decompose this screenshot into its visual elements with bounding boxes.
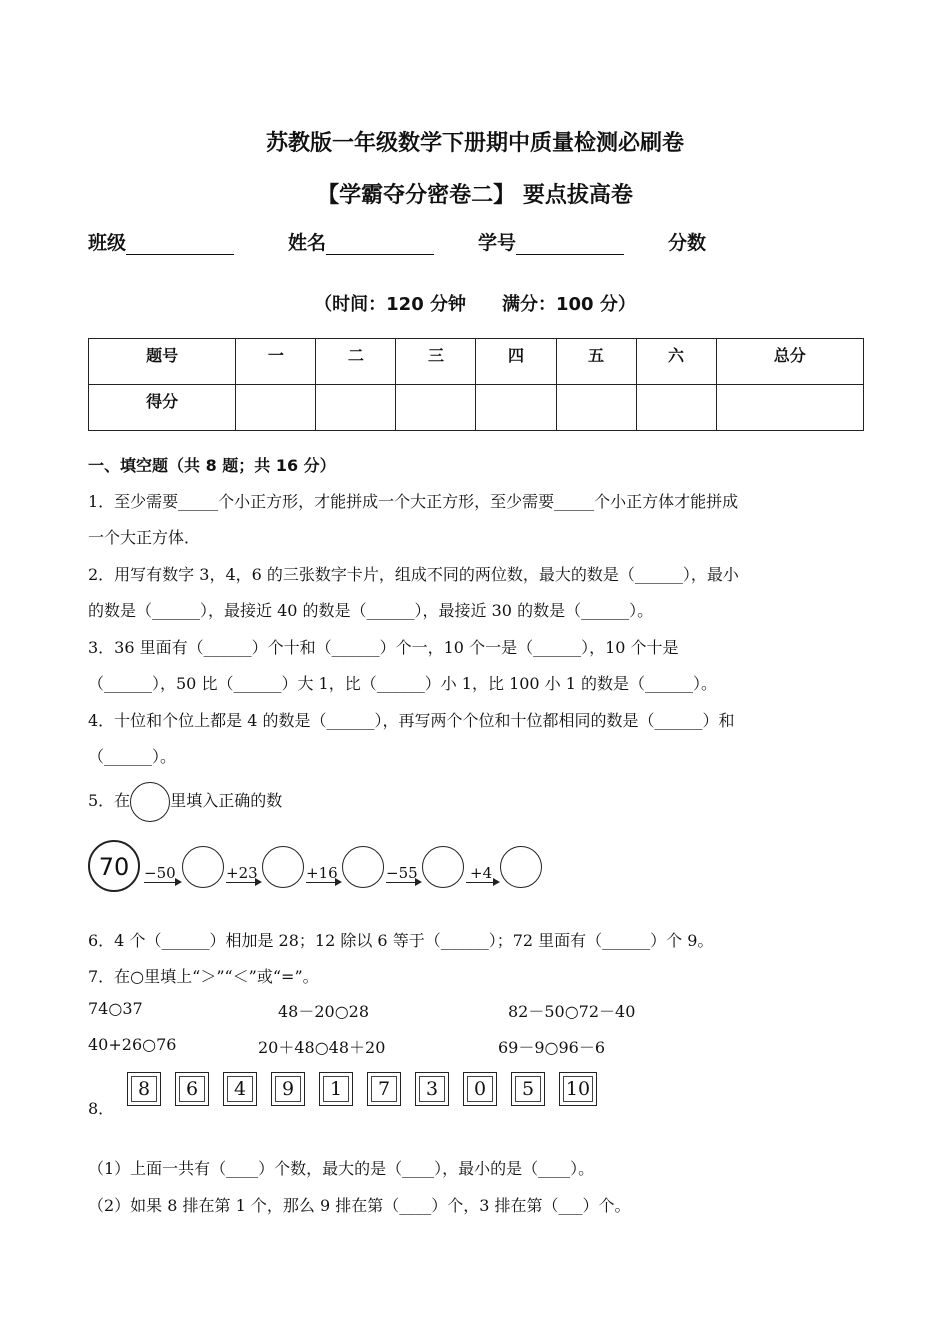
compare-item: 69－9○96－6 [498,1038,606,1057]
number-card: 1 [319,1072,353,1106]
score-cell[interactable] [316,385,396,431]
chain-op: +16 [306,864,338,882]
compare-item: 48－20○28 [278,1002,370,1021]
score-cell[interactable] [476,385,556,431]
number-card: 4 [223,1072,257,1106]
circle-icon [130,782,170,822]
table-header-cell: 题号 [89,339,236,385]
table-header-cell: 五 [556,339,636,385]
number-card: 10 [559,1072,597,1106]
question-4-line-2: （______）。 [88,747,177,766]
number-card: 5 [511,1072,545,1106]
score-table [88,338,864,431]
score-cell[interactable] [556,385,636,431]
question-3-line-1: 3．36 里面有（______）个十和（______）个一，10 个一是（______），10 个十是 [88,638,679,657]
question-7: 7．在○里填上“＞”“＜”或“=”。 [88,967,319,986]
arrow-right-icon [306,882,340,883]
number-card: 9 [271,1072,305,1106]
table-header-cell: 二 [316,339,396,385]
field-student-id: 学号 [478,228,624,255]
table-row [89,339,864,385]
chain-answer-circle[interactable] [182,846,224,888]
question-1-line-2: 一个大正方体． [88,528,201,547]
question-8: 8． [88,1099,115,1118]
compare-item: 20＋48○48＋20 [258,1038,386,1057]
compare-item: 74○37 [88,999,143,1018]
number-card: 0 [463,1072,497,1106]
table-row-label: 得分 [89,385,236,431]
field-class: 班级 [88,228,234,255]
chain-op: +23 [226,864,258,882]
chain-answer-circle[interactable] [262,846,304,888]
time-info: （时间：120 分钟 满分：100 分） [314,294,636,315]
page-title: 苏教版一年级数学下册期中质量检测必刷卷 [265,131,684,156]
page-subtitle: 【学霸夺分密卷二】 要点拔高卷 [317,183,633,208]
question-3-line-2: （______），50 比（______）大 1，比（______）小 1，比 100 小 1 的数是（______）。 [88,674,718,693]
number-card: 8 [127,1072,161,1106]
chain-op: −50 [144,864,176,882]
number-card: 6 [175,1072,209,1106]
chain-op: +4 [470,864,493,882]
number-card: 7 [367,1072,401,1106]
score-cell[interactable] [716,385,863,431]
question-2-line-2: 的数是（______），最接近 40 的数是（______），最接近 30 的数是（______）。 [88,601,654,620]
table-header-cell: 三 [396,339,476,385]
arrow-right-icon [386,882,420,883]
table-header-cell: 总分 [716,339,863,385]
question-8-sub-1: （1）上面一共有（____）个数，最大的是（____），最小的是（____）。 [88,1159,595,1178]
question-2-line-1: 2．用写有数字 3，4，6 的三张数字卡片，组成不同的两位数，最大的数是（______），最小 [88,565,739,584]
question-8-sub-2: （2）如果 8 排在第 1 个，那么 9 排在第（____）个，3 排在第（___）个。 [88,1196,631,1215]
compare-item: 40+26○76 [88,1035,177,1054]
section-heading: 一、填空题（共 8 题；共 16 分） [88,456,336,475]
question-6: 6．4 个（______）相加是 28；12 除以 6 等于（______）；72 里面有（______）个 9。 [88,931,714,950]
table-header-cell: 一 [236,339,316,385]
question-1-line-1: 1．至少需要_____个小正方形，才能拼成一个大正方形，至少需要_____个小正方体才能拼成 [88,492,739,511]
score-cell[interactable] [636,385,716,431]
question-5: 5．在 里填入正确的数 [88,780,282,822]
score-cell[interactable] [396,385,476,431]
table-header-cell: 六 [636,339,716,385]
arrow-right-icon [226,882,260,883]
field-score: 分数 [668,232,707,254]
table-row [89,385,864,431]
question-4-line-1: 4．十位和个位上都是 4 的数是（______），再写两个个位和十位都相同的数是（______）和 [88,711,735,730]
score-cell[interactable] [236,385,316,431]
chain-answer-circle[interactable] [342,846,384,888]
arrow-right-icon [466,882,498,883]
table-header-cell: 四 [476,339,556,385]
number-card: 3 [415,1072,449,1106]
chain-answer-circle[interactable] [500,846,542,888]
chain-op: −55 [386,864,418,882]
field-name: 姓名 [288,228,434,255]
chain-answer-circle[interactable] [422,846,464,888]
chain-start-node: 70 [88,840,140,892]
arrow-right-icon [144,882,180,883]
compare-item: 82－50○72－40 [508,1002,636,1021]
